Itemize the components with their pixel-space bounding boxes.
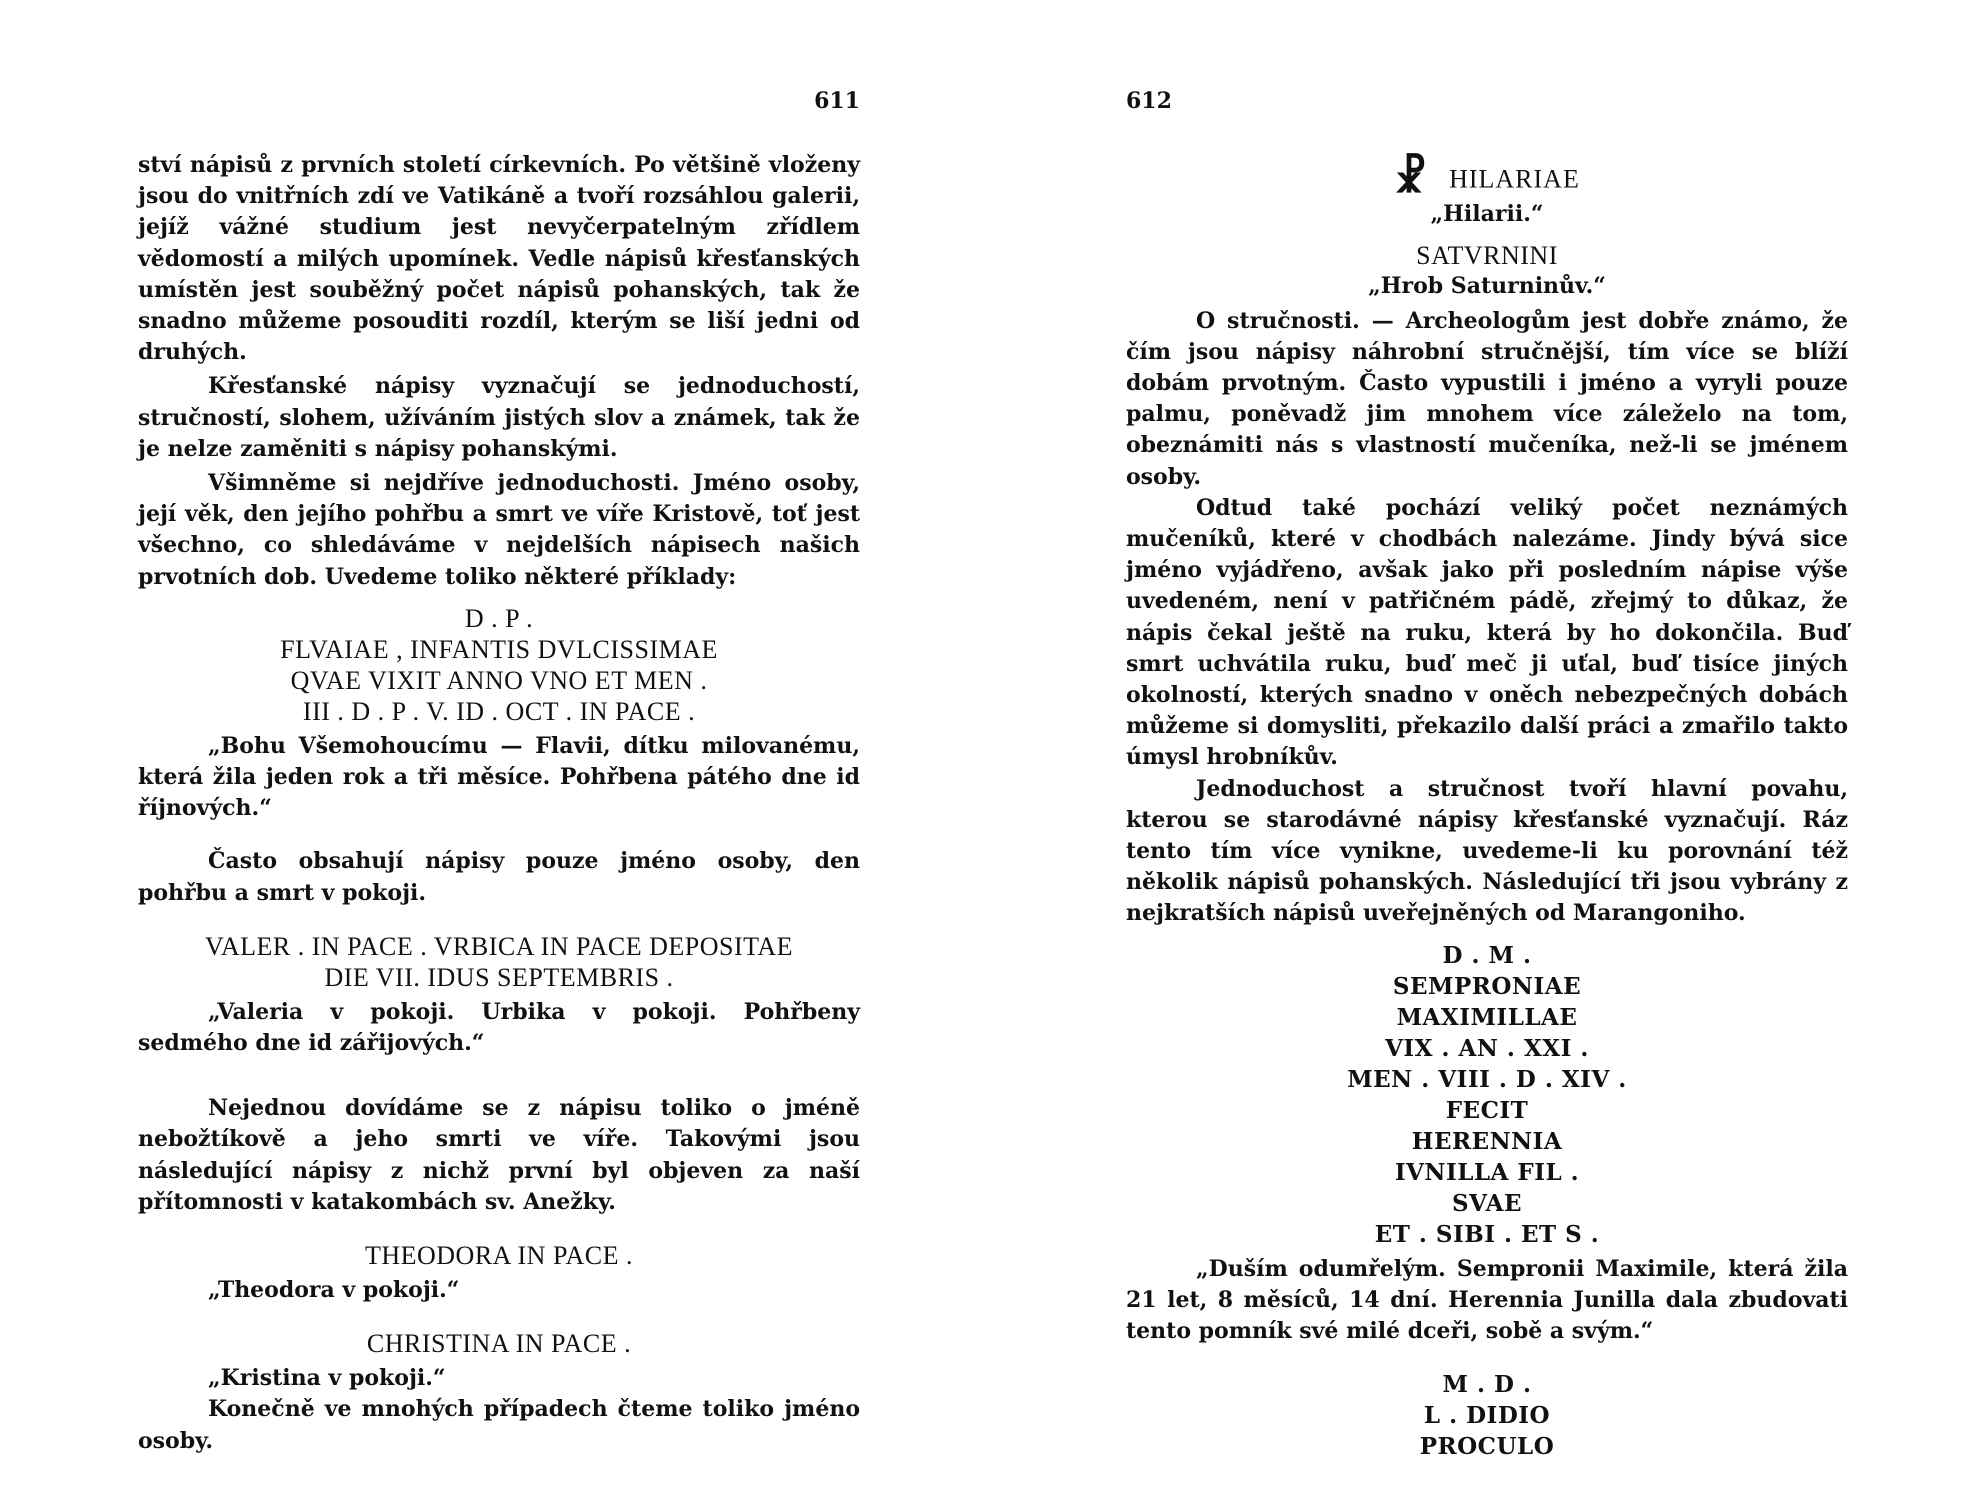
inscription-line: MEN . VIII . D . XIV . [1347, 1065, 1627, 1093]
inscription-line: SATVRNINI [1416, 240, 1558, 270]
translation: „Hilarii.“ [1430, 200, 1544, 227]
paragraph: Odtud také pochází veliký počet neznámých mučeníků, které v chodbách nalezáme. Jindy bývá sice jméno vyjádřeno, avšak jako při posledním nápise výše uvedeném, není v patřičném pádě, zřejmý to důkaz, že nápis čekal ještě na ruku, která by ho dokončila. Buď smrt uchvátila ruku, buď meč ji uťal, buď tisíce jiných okolností, kterých snadno v oněch nebezpečných dobách můžeme si domysliti, překazilo další práci a zmařilo takto úmysl hrobníkův. [1126, 494, 1848, 771]
translation: „Valeria v pokoji. Urbika v pokoji. Pohřbeny sedmého dne id zářijových.“ [138, 998, 860, 1057]
inscription-line: D . M . [1442, 941, 1532, 969]
right-page [1126, 0, 1848, 1501]
inscription-line: DIE VII. IDUS SEPTEMBRIS . [324, 962, 674, 992]
inscription-line: QVAE VIXIT ANNO VNO ET MEN . [290, 665, 708, 695]
inscription-line: IVNILLA FIL . [1394, 1158, 1580, 1186]
inscription-line: HILARIAE [1449, 164, 1580, 194]
inscription-line: L . DIDIO [1423, 1402, 1551, 1430]
paragraph: ství nápisů z prvních století církevních. Po většině vloženy jsou do vnitřních zdí ve Vatikáně a tvoří rozsáhlou galerii, jejíž vážné studium jest nevyčerpatelným zřídlem vědomostí a milých upomínek. Vedle nápisů křesťanských umístěn jest souběžný počet nápisů pohanských, tak že snadno můžeme posouditi rozdíl, kterým se liší jedni od druhých. [138, 152, 860, 366]
chi-rho-icon: ☧ [1394, 152, 1428, 202]
paragraph: Nejednou dovídáme se z nápisu toliko o jméně nebožtíkově a jeho smrti ve víře. Takovými jsou následující nápisy z nichž první byl objeven za naší přítomnosti v katakombách sv. Anežky. [138, 1095, 860, 1215]
inscription-line: III . D . P . V. ID . OCT . IN PACE . [302, 696, 696, 726]
paragraph: Často obsahují nápisy pouze jméno osoby, den pohřbu a smrt v pokoji. [138, 848, 860, 906]
page-number: 611 [814, 88, 860, 114]
translation: „Theodora v pokoji.“ [208, 1277, 460, 1304]
translation: „Duším odumřelým. Sempronii Maximile, která žila 21 let, 8 měsíců, 14 dní. Herennia Junilla dala zbudovati tento pomník své milé dceři, sobě a svým.“ [1126, 1255, 1848, 1344]
translation: „Bohu Všemohoucímu — Flavii, dítku milovanému, která žila jeden rok a tři měsíce. Pohřbena pátého dne id říjnových.“ [138, 732, 860, 822]
inscription-line: HERENNIA [1411, 1127, 1563, 1155]
translation: „Hrob Saturninův.“ [1368, 272, 1606, 299]
inscription-line: M . D . [1442, 1371, 1532, 1399]
translation: „Kristina v pokoji.“ [208, 1365, 446, 1392]
paragraph: Konečně ve mnohých případech čteme toliko jméno osoby. [138, 1396, 860, 1454]
inscription-line: SEMPRONIAE [1392, 972, 1582, 1000]
inscription-line: ET . SIBI . ET S . [1374, 1220, 1600, 1248]
right-page-body [1126, 152, 1848, 1462]
inscription-line: CHRISTINA IN PACE . [366, 1329, 632, 1359]
page-number: 612 [1126, 88, 1172, 114]
inscription-line: VIX . AN . XXI . [1385, 1034, 1589, 1062]
inscription-line: SVAE [1451, 1189, 1523, 1217]
paragraph: Všimněme si nejdříve jednoduchosti. Jméno osoby, její věk, den jejího pohřbu a smrt ve víře Kristově, toť jest všechno, co shledáváme v nejdelších nápisech našich prvotních dob. Uvedeme toliko některé příklady: [138, 470, 860, 590]
inscription-line: VALER . IN PACE . VRBICA IN PACE DEPOSITAE [204, 931, 794, 961]
left-page-body [138, 150, 860, 1457]
left-page [138, 0, 860, 1501]
inscription-line: PROCULO [1419, 1433, 1555, 1461]
paragraph: O stručnosti. — Archeologům jest dobře známo, že čím jsou nápisy náhrobní stručnější, tím více se blíží dobám prvotným. Často vypustili i jméno a vyryli pouze palmu, poněvadž jim mnohem více záleželo na tom, obeznámiti nás s vlastností mučeníka, než-li se jménem osoby. [1126, 307, 1848, 490]
inscription-line: FECIT [1445, 1096, 1529, 1124]
inscription-line: D . P . [464, 603, 534, 633]
inscription-line: THEODORA IN PACE . [364, 1241, 634, 1271]
paragraph: Křesťanské nápisy vyznačují se jednoduchostí, stručností, slohem, užíváním jistých slov a známek, tak že je nelze zaměniti s nápisy pohanskými. [138, 373, 860, 462]
inscription-line: FLVAIAE , INFANTIS DVLCISSIMAE [280, 634, 718, 664]
inscription-line: MAXIMILLAE [1396, 1003, 1578, 1031]
paragraph: Jednoduchost a stručnost tvoří hlavní povahu, kterou se starodávné nápisy křesťanské vyznačují. Ráz tento tím více vynikne, uvedeme-li ku porovnání též několik nápisů pohanských. Následující tři jsou vybrány z nejkratších nápisů uveřejněných od Marangoniho. [1126, 775, 1848, 927]
chi-rho-heading [1126, 152, 1848, 202]
